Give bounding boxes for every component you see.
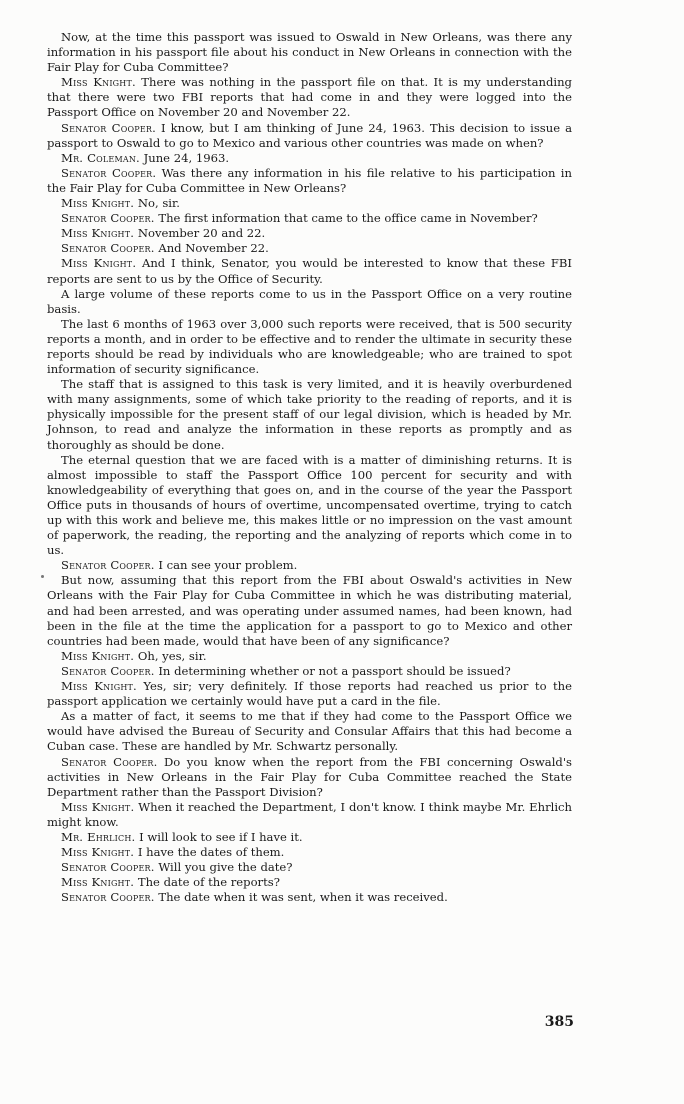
speaker-name: Senator Cooper.: [61, 211, 155, 226]
speaker-name: Senator Cooper.: [61, 120, 156, 135]
paragraph-text: Now, at the time this passport was issued to Oswald in New Orleans, was there any information in his passport file about his conduct in New Orleans in connection with the Fair Play for Cuba Committee?: [47, 30, 572, 75]
paragraph: [47, 317, 572, 377]
paragraph: [47, 800, 572, 830]
testimony-text: [47, 30, 572, 905]
speaker-name: Senator Cooper.: [61, 558, 155, 573]
paragraph: [47, 679, 572, 709]
paragraph: [47, 845, 572, 860]
paragraph-text: And I think, Senator, you would be interested to know that these FBI reports are sent to us by the Office of Security.: [47, 256, 572, 286]
paragraph-text: I know, but I am thinking of June 24, 1963. This decision to issue a passport to Oswald to go to Mexico and various other countries was made on when?: [47, 120, 572, 150]
speaker-name: Miss Knight.: [61, 799, 135, 814]
paragraph: [47, 151, 572, 166]
speaker-name: Mr. Coleman.: [61, 150, 140, 165]
speaker-name: Miss Knight.: [61, 196, 135, 211]
speaker-name: Senator Cooper.: [61, 241, 155, 256]
paragraph: [47, 75, 572, 120]
paragraph-text: November 20 and 22.: [134, 226, 266, 241]
paragraph-text: The date of the reports?: [134, 875, 280, 890]
paragraph: [47, 573, 572, 648]
paragraph: [47, 30, 572, 75]
paragraph-text: The eternal question that we are faced with is a matter of diminishing returns. It is almost impossible to staff the Passport Office 100 percent for security and with knowledgeability of everything that goes on, and in the course of the year the Passport Office puts in thousands of hours of overtime, uncompensated overtime, trying to catch up with this work and believe me, this makes little or no impression on the vast amount of paperwork, the reading, the reporting and the analyzing of reports which come in to us.: [47, 452, 572, 558]
paragraph: [47, 890, 572, 905]
paragraph: [47, 241, 572, 256]
speaker-name: Senator Cooper.: [61, 663, 155, 678]
paragraph-text: A large volume of these reports come to us in the Passport Office on a very routine basis.: [47, 286, 572, 316]
paragraph: [47, 558, 572, 573]
paragraph: [47, 377, 572, 452]
paragraph: [47, 211, 572, 226]
paragraph-text: The last 6 months of 1963 over 3,000 such reports were received, that is 500 security reports a month, and in order to be effective and to render the ultimate in security these reports should be read by individuals who are knowledgeable; who are trained to spot information of security significance.: [47, 316, 572, 377]
paragraph: [47, 860, 572, 875]
paragraph: [47, 453, 572, 559]
paragraph-text: Do you know when the report from the FBI concerning Oswald's activities in New Orleans in the Fair Play for Cuba Committee reached the State Department rather than the Passport Division?: [47, 754, 572, 799]
paragraph-text: And November 22.: [154, 241, 269, 256]
speaker-name: Miss Knight.: [61, 648, 135, 663]
speaker-name: Senator Cooper.: [61, 754, 158, 769]
paragraph: [47, 649, 572, 664]
paragraph-text: Oh, yes, sir.: [134, 648, 207, 663]
paragraph-text: No, sir.: [134, 196, 180, 211]
paragraph-text: But now, assuming that this report from the FBI about Oswald's activities in New Orleans with the Fair Play for Cuba Committee in which he was distributing material, and had been arrested, and was operating under assumed names, had been known, had been in the file at the time the application for a passport to go to Mexico and other countries had been made, would that have been of any significance?: [47, 573, 572, 648]
speaker-name: Mr. Ehrlich.: [61, 829, 136, 844]
paragraph: [47, 226, 572, 241]
paragraph-text: Yes, sir; very definitely. If those reports had reached us prior to the passport application we certainly would have put a card in the file.: [47, 679, 572, 709]
paragraph: [47, 875, 572, 890]
paragraph-text: I have the dates of them.: [134, 845, 285, 860]
paragraph-text: I will look to see if I have it.: [135, 829, 303, 844]
page-number: 385: [544, 1014, 574, 1030]
paragraph-text: Will you give the date?: [154, 860, 293, 875]
paragraph: [47, 256, 572, 286]
paragraph: [47, 287, 572, 317]
paragraph: [47, 830, 572, 845]
paragraph: [47, 166, 572, 196]
paragraph-text: When it reached the Department, I don't know. I think maybe Mr. Ehrlich might know.: [47, 799, 572, 829]
paragraph-text: The date when it was sent, when it was received.: [154, 890, 448, 905]
paragraph-text: In determining whether or not a passport should be issued?: [154, 663, 511, 678]
paragraph: [47, 196, 572, 211]
speaker-name: Miss Knight.: [61, 226, 135, 241]
speaker-name: Miss Knight.: [61, 679, 137, 694]
paragraph-text: June 24, 1963.: [139, 150, 230, 165]
paragraph-text: There was nothing in the passport file on that. It is my understanding that there were two FBI reports that had come in and they were logged into the Passport Office on November 20 and November 22.: [47, 75, 572, 120]
paragraph: [47, 709, 572, 754]
paragraph: [47, 121, 572, 151]
speaker-name: Senator Cooper.: [61, 890, 155, 905]
speaker-name: Senator Cooper.: [61, 860, 155, 875]
paragraph: [47, 664, 572, 679]
speaker-name: Miss Knight.: [61, 75, 136, 90]
paragraph-text: The first information that came to the office came in November?: [154, 211, 538, 226]
speaker-name: Miss Knight.: [61, 256, 137, 271]
paragraph-text: The staff that is assigned to this task is very limited, and it is heavily overburdened with many assignments, some of which take priority to the reading of reports, and it is physically impossible for the present staff of our legal division, which is headed by Mr. Johnson, to read and analyze the information in these reports as promptly and as thoroughly as should be done.: [47, 377, 572, 452]
speaker-name: Senator Cooper.: [61, 165, 157, 180]
paragraph-text: As a matter of fact, it seems to me that if they had come to the Passport Office we would have advised the Bureau of Security and Consular Affairs that this had become a Cuban case. These are handled by Mr. Schwartz personally.: [47, 709, 572, 754]
paragraph-text: Was there any information in his file relative to his participation in the Fair Play for Cuba Committee in New Orleans?: [47, 165, 572, 195]
speaker-name: Miss Knight.: [61, 845, 135, 860]
paragraph-text: I can see your problem.: [154, 558, 298, 573]
speaker-name: Miss Knight.: [61, 875, 135, 890]
paragraph: [47, 755, 572, 800]
scan-speck: [41, 575, 44, 578]
